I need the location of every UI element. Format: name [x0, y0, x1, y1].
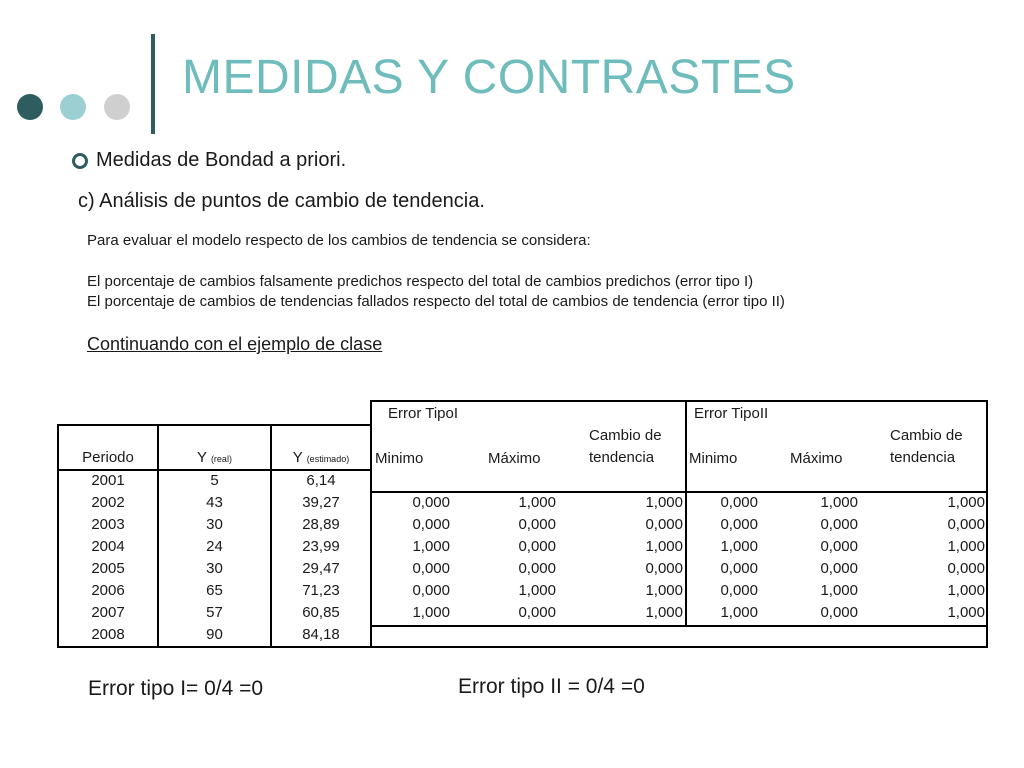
cell-e2-cambio: 1,000	[947, 494, 985, 511]
cell-periodo: 2005	[91, 560, 125, 577]
cell-estimado: 6,14	[306, 472, 336, 489]
cell-periodo: 2003	[91, 516, 125, 533]
cell-e2-cambio: 1,000	[947, 582, 985, 599]
cell-e1-minimo: 1,000	[412, 604, 450, 621]
cell-periodo: 2006	[91, 582, 125, 599]
cell-e2-cambio: 0,000	[947, 516, 985, 533]
cell-e2-maximo: 1,000	[820, 582, 858, 599]
cell-e2-minimo: 1,000	[720, 604, 758, 621]
error2-definition: El porcentaje de cambios de tendencias fallados respecto del total de cambios de tendencia (error tipo II)	[87, 293, 785, 310]
cell-real: 30	[206, 560, 223, 577]
cell-e1-maximo: 0,000	[518, 538, 556, 555]
cell-e1-cambio: 0,000	[645, 516, 683, 533]
bullet-line	[72, 149, 346, 172]
header-cambio-1b: tendencia	[589, 449, 655, 466]
cell-e1-cambio: 0,000	[645, 560, 683, 577]
cell-e1-maximo: 0,000	[518, 604, 556, 621]
cell-real: 90	[206, 626, 223, 643]
cell-estimado: 71,23	[302, 582, 340, 599]
cell-e2-cambio: 1,000	[947, 538, 985, 555]
header-maximo-1: Máximo	[488, 450, 541, 467]
error2-result: Error tipo II = 0/4 =0	[458, 675, 645, 698]
header-maximo-2: Máximo	[790, 450, 843, 467]
ring-bullet-icon	[72, 153, 88, 169]
cell-e1-maximo: 1,000	[518, 582, 556, 599]
header-periodo: Periodo	[82, 449, 134, 466]
cell-real: 43	[206, 494, 223, 511]
cell-e2-maximo: 1,000	[820, 494, 858, 511]
cell-estimado: 29,47	[302, 560, 340, 577]
intro-text: Para evaluar el modelo respecto de los cambios de tendencia se considera:	[87, 232, 591, 249]
cell-estimado: 84,18	[302, 626, 340, 643]
cell-e2-minimo: 0,000	[720, 582, 758, 599]
cell-periodo: 2004	[91, 538, 125, 555]
cell-real: 57	[206, 604, 223, 621]
cell-periodo: 2007	[91, 604, 125, 621]
cell-e1-cambio: 1,000	[645, 538, 683, 555]
example-link[interactable]: Continuando con el ejemplo de clase	[87, 334, 383, 354]
header-y-real	[159, 447, 270, 469]
cell-e2-maximo: 0,000	[820, 560, 858, 577]
header-cambio-1a: Cambio de	[589, 427, 662, 444]
cell-e1-minimo: 0,000	[412, 516, 450, 533]
subheading: c) Análisis de puntos de cambio de tendencia.	[78, 190, 485, 212]
cell-estimado: 39,27	[302, 494, 340, 511]
header-cambio-2a: Cambio de	[890, 427, 963, 444]
cell-real: 30	[206, 516, 223, 533]
cell-e2-cambio: 0,000	[947, 560, 985, 577]
group-header-error2: Error TipoII	[694, 405, 769, 422]
header-y-real-label: Y	[197, 449, 207, 466]
cell-e1-minimo: 0,000	[412, 582, 450, 599]
header-y-est-sub: (estimado)	[306, 454, 350, 464]
cell-e2-minimo: 0,000	[720, 516, 758, 533]
cell-periodo: 2008	[91, 626, 125, 643]
dark-teal-dot	[17, 94, 43, 120]
cell-periodo: 2001	[91, 472, 125, 489]
body-bottom-line	[370, 625, 988, 627]
cell-e1-cambio: 1,000	[645, 582, 683, 599]
header-y-est-label: Y	[292, 449, 303, 466]
grey-dot	[104, 94, 130, 120]
cell-e1-cambio: 1,000	[645, 494, 683, 511]
cell-e1-maximo: 0,000	[518, 516, 556, 533]
slide-title: MEDIDAS Y CONTRASTES	[182, 51, 796, 104]
group-header-error1: Error TipoI	[388, 405, 459, 422]
cell-e1-maximo: 1,000	[518, 494, 556, 511]
cell-estimado: 23,99	[302, 538, 340, 555]
header-cambio-2b: tendencia	[890, 449, 956, 466]
cell-periodo: 2002	[91, 494, 125, 511]
cell-e2-minimo: 1,000	[720, 538, 758, 555]
cell-real: 24	[206, 538, 223, 555]
cell-e2-minimo: 0,000	[720, 494, 758, 511]
cell-e1-cambio: 1,000	[645, 604, 683, 621]
cell-e1-maximo: 0,000	[518, 560, 556, 577]
group-divider-top	[685, 400, 687, 492]
cell-estimado: 60,85	[302, 604, 340, 621]
cell-real: 65	[206, 582, 223, 599]
cell-e1-minimo: 1,000	[412, 538, 450, 555]
cell-e2-maximo: 0,000	[820, 538, 858, 555]
cell-estimado: 28,89	[302, 516, 340, 533]
title-divider	[151, 34, 155, 134]
cell-e2-minimo: 0,000	[720, 560, 758, 577]
cell-e2-maximo: 0,000	[820, 516, 858, 533]
cell-e1-minimo: 0,000	[412, 560, 450, 577]
bullet-text: Medidas de Bondad a priori.	[96, 149, 347, 171]
header-minimo-1: Minimo	[375, 450, 424, 467]
error1-result: Error tipo I= 0/4 =0	[88, 677, 264, 700]
cell-e2-maximo: 0,000	[820, 604, 858, 621]
cell-e2-cambio: 1,000	[947, 604, 985, 621]
error1-definition: El porcentaje de cambios falsamente predichos respecto del total de cambios predichos (error tipo I)	[87, 273, 754, 290]
cell-e1-minimo: 0,000	[412, 494, 450, 511]
header-y-real-sub: (real)	[210, 454, 232, 464]
cell-real: 5	[210, 472, 219, 489]
header-y-estimado	[272, 447, 370, 469]
light-teal-dot	[60, 94, 86, 120]
header-minimo-2: Minimo	[689, 450, 738, 467]
